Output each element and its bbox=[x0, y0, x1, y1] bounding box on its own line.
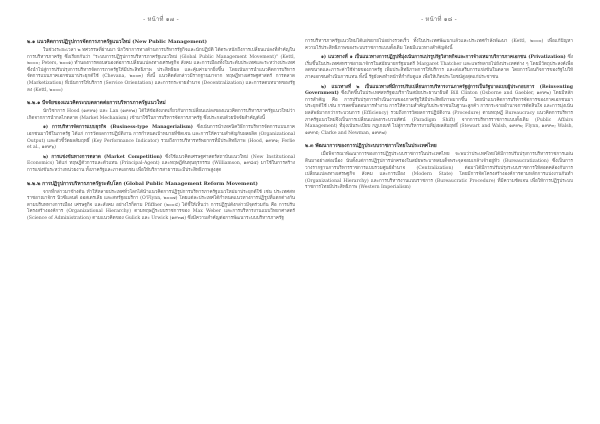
list-item bbox=[305, 85, 573, 138]
list-item bbox=[305, 55, 573, 81]
list-item-lead: ๒) แนวทางที่ ๒ เป็นแนวทางที่มีการปรับเปลี่ยนการบริหารงานภาครัฐสู่การเป็นรัฐบาลแบบผู้ประกอบการ (Reinventing Government) bbox=[305, 84, 573, 97]
list-item-text: ซึ่งใช้แนวคิดเศรษฐศาสตร์สถาบันแนวใหม่ (New Institutional Economics) ได้แก่ ทฤษฎีตัวการและตัวแทน (Principal-Agent) และทฤษฎีต้นทุนธุรกรรม (Williamson, ๑๙๘๕) มาใช้ในการสร้างการแข่งขันระหว่างหน่วยงาน ทั้งภาครัฐและภาคเอกชน เพื่อให้บริการสาธารณะมีประสิทธิภาพสูงสุด bbox=[27, 154, 295, 173]
page-number: - หน้าที่ ๑๗ - bbox=[143, 16, 179, 23]
paragraph: เมื่อพิจารณาพัฒนาการของการปฏิรูประบบราชการในประเทศไทย จะพบว่าประเทศไทยได้มีการปรับปรุงการบริหารราชการแผ่นดินมาอย่างต่อเนื่อง นับตั้งแต่การปฏิรูปการปกครองในสมัยพระบาทสมเด็จพระจุลจอมเกล้าเจ้าอยู่หัว (Bureaucratization) ซึ่งเป็นการวางรากฐานการบริหารราชการแบบรวมศูนย์อำนาจ (Centralization) ต่อมาได้มีการปรับปรุงระบบราชการให้สอดคล้องกับการเปลี่ยนแปลงทางเศรษฐกิจ สังคม และการเมือง (Modern State) โดยมีการจัดโครงสร้างองค์การตามหลักการแบ่งงานกันทำ (Organizational Hierarchy) และการบริหารงานแบบราชการ (Bureaucratic Procedure) ที่มีความชัดเจน เพื่อให้การปฏิรูประบบราชการไทยมีประสิทธิภาพ (Western Imperialism) bbox=[305, 152, 573, 191]
section-heading: ๒.๑ แนวคิดการปฏิรูปการจัดการภาครัฐแนวใหม่ (New Public Management) bbox=[27, 39, 207, 45]
section-heading: ๒.๓ พัฒนาการของการปฏิรูประบบราชการไทยในประเทศไทย bbox=[305, 143, 437, 150]
left-page bbox=[27, 0, 295, 424]
paragraph: นักวิชาการ Hood (๑๙๙๑) และ Lan (๑๙๙๗) ได้ให้ข้อสังเกตเกี่ยวกับการเปลี่ยนแปลงของแนวคิดการบริหารภาครัฐแนวใหม่ว่า เกิดจากการนำกลไกตลาด (Market Mechanism) เข้ามาใช้ในการบริหารจัดการภาครัฐ ซึ่งประกอบด้วยปัจจัยสำคัญดังนี้ bbox=[27, 109, 295, 121]
page-number: - หน้าที่ ๑๘ - bbox=[421, 16, 457, 23]
list-item-lead: ๑) แนวทางที่ ๑ เป็นแนวทางการปฏิรูปที่มุ่งเน้นการแปรรูปรัฐวิสาหกิจและการจ้างเหมาบริการภาคเอกชน (Privatization) bbox=[321, 55, 566, 61]
list-item-lead: ๑) การบริหารจัดการแบบธุรกิจ (Business-type Managerialism) bbox=[43, 125, 193, 131]
right-page bbox=[305, 0, 573, 424]
list-item bbox=[27, 125, 295, 151]
list-item-text: ซึ่งเริ่มขึ้นในประเทศสหราชอาณาจักรในสมัยนายกรัฐมนตรี Margaret Thatcher และแพร่หลายไปยังประเทศต่าง ๆ โดยมีวัตถุประสงค์เพื่อลดขนาดและภาระค่าใช้จ่ายของภาครัฐ เพิ่มประสิทธิภาพการให้บริการ และส่งเสริมการแข่งขันในตลาด โดยการโอนกิจการของรัฐไปให้ภาคเอกชนดำเนินการแทน ทั้งนี้ รัฐยังคงทำหน้าที่กำกับดูแล เพื่อให้เกิดประโยชน์สูงสุดแก่ประชาชน bbox=[305, 55, 573, 80]
subsection-heading: ๒.๒.๑ ปัจจัยของแนวคิดระบบตลาดต่อการบริหารภาครัฐแนวใหม่ bbox=[27, 100, 166, 107]
paragraph: การบริหารภาครัฐแนวใหม่ได้แผ่ขยายไปอย่างรวดเร็ว ทั้งในประเทศพัฒนาแล้วและประเทศกำลังพัฒนา (Kettl, ๒๐๐๐) เพื่อแก้ปัญหาความไร้ประสิทธิภาพของระบบราชการแบบดั้งเดิม โดยมีแนวทางสำคัญดังนี้ bbox=[305, 39, 573, 51]
list-item-text: ซึ่งเกิดขึ้นในประเทศสหรัฐอเมริกาในสมัยประธานาธิบดี Bill Clinton (Osborne and Gaebler, ๑๙๙๒) โดยมีหลักการสำคัญ คือ การปรับปรุงการดำเนินงานของภาครัฐให้มีประสิทธิภาพมากขึ้น โดยนำแนวคิดการบริหารจัดการของภาคเอกชนมาประยุกต์ใช้ เช่น การลดขั้นตอนการทำงาน การให้ความสำคัญกับประชาชนในฐานะลูกค้า การกระจายอำนาจการตัดสินใจ และการมุ่งเน้นผลลัพธ์มากกว่ากระบวนการ (Efficiency) รวมถึงการวัดผลการปฏิบัติงาน (Procedure) ตามทฤษฎี Bureaucracy แนวคิดการบริหารภาครัฐแนวใหม่จึงเป็นการเปลี่ยนแปลงกระบวนทัศน์ (Paradigm Shift) จากการบริหารราชการแบบดั้งเดิม (Public Affairs Management) ที่มุ่งเน้นระเบียบ กฎเกณฑ์ ไปสู่การบริหารงานที่มุ่งผลสัมฤทธิ์ (Stewart and Walsh, ๑๙๙๒; Flynn, ๑๙๙๓; Walsh, ๑๙๙๕; Clarke and Newman, ๑๙๙๗) bbox=[305, 91, 573, 136]
list-item-text: ซึ่งเน้นการนำเทคนิควิธีการบริหารจัดการแบบภาคเอกชนมาใช้ในภาครัฐ ได้แก่ การวัดผลการปฏิบัติงาน การกำหนดเป้าหมายที่ชัดเจน และการให้ความสำคัญกับผลผลิต (Organizational Output) และตัวชี้วัดผลสัมฤทธิ์ (Key Performance Indicator) รวมถึงการบริหารทรัพยากรที่มีประสิทธิภาพ (Hood, ๑๙๙๑; Ferlie et al., ๑๙๙๖) bbox=[27, 125, 295, 151]
subsection-heading: ๒.๒.๒ การปฏิรูปการบริหารภาครัฐระดับโลก (Global Public Management Reform Movement) bbox=[27, 180, 258, 187]
paragraph: จากที่กล่าวมาข้างต้น ทำให้หลายประเทศทั่วโลกได้นำแนวคิดการปฏิรูปการบริหารภาครัฐแนวใหม่มาประยุกต์ใช้ เช่น ประเทศสหราชอาณาจักร นิวซีแลนด์ ออสเตรเลีย และสหรัฐอเมริกา (O'Flynn, ๒๐๐๗) โดยแต่ละประเทศได้กำหนดแนวทางการปฏิรูปที่แตกต่างกันตามบริบททางการเมือง เศรษฐกิจ และสังคม อย่างไรก็ตาม Pfiffner (๒๐๐๔) ได้ชี้ให้เห็นว่า การปฏิรูปดังกล่าวมีจุดร่วมกัน คือ การปรับโครงสร้างองค์การ (Organizational Hierarchy) ตามทฤษฎีระบบราชการของ Max Weber และการบริหารงานแบบวิทยาศาสตร์ (Science of Administration) ตามแนวคิดของ Gulick และ Urwick (๑๙๓๗) ซึ่งมีความสำคัญต่อการพัฒนาระบบบริหารภาครัฐ bbox=[27, 189, 295, 221]
list-item bbox=[27, 155, 295, 175]
list-item-lead: ๒) การแข่งขันทางการตลาด (Market Competition) bbox=[43, 154, 163, 160]
paragraph: ในช่วงระยะเวลา ๒ ทศวรรษที่ผ่านมา นักวิชาการทางด้านการบริหารรัฐกิจและนักปฏิบัติ ได้ตระหนักถึงการเปลี่ยนแปลงที่สำคัญในการบริหารภาครัฐ ซึ่งเรียกกันว่า "ระบบการปฏิรูปการบริหารภาครัฐแนวใหม่ (Global Public Management Movement)" (Kettl, ๒๐๐๐; Peters, ๒๐๐๑) ทำนองการตอบสนองต่อการเปลี่ยนแปลงทางเศรษฐกิจ สังคม และการเมืองทั้งในระดับประเทศและระหว่างประเทศ ซึ่งนำไปสู่การปรับปรุงการบริหารจัดการภาครัฐให้มีประสิทธิภาพ ประสิทธิผล และคุ้มค่ามากยิ่งขึ้น โดยเน้นการนำแนวคิดการบริหารจัดการแบบภาคเอกชนมาประยุกต์ใช้ (Chevana, ๒๐๐๓) ทั้งนี้ แนวคิดดังกล่าวมีรากฐานมาจาก ทฤษฎีทางเศรษฐศาสตร์ การตลาด (Marketization) ที่เน้นการให้บริการ (Service Orientation) และการกระจายอำนาจ (Decentralization) และการลดบทบาทของรัฐลง (Kettl, ๒๐๐๐) bbox=[27, 48, 295, 93]
